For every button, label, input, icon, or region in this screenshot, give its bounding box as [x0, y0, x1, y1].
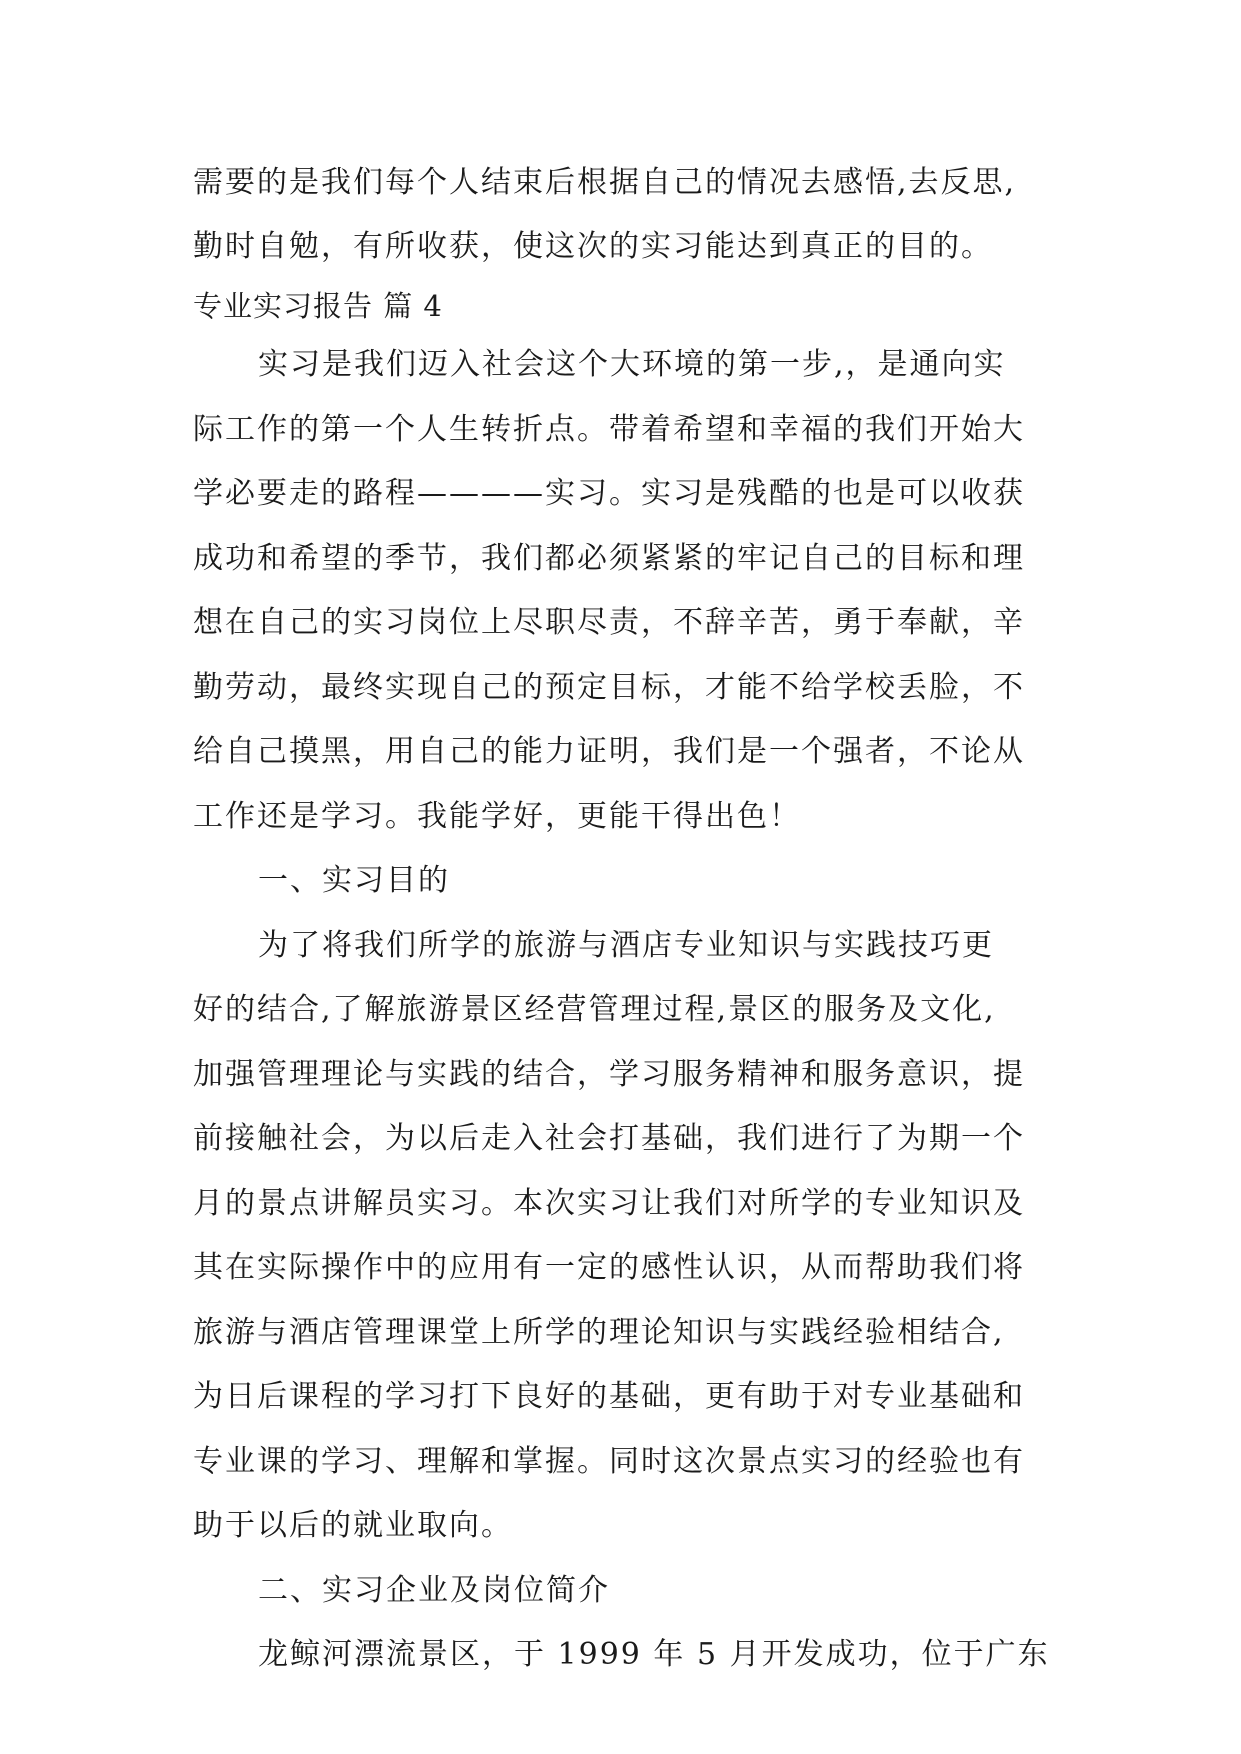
text-line: 工作还是学习。我能学好，更能干得出色！ [193, 799, 801, 834]
text-line: 专业课的学习、理解和掌握。同时这次景点实习的经验也有 [193, 1444, 1025, 1479]
paragraph-start: 为了将我们所学的旅游与酒店专业知识与实践技巧更 [258, 928, 994, 963]
text-line: 给自己摸黑，用自己的能力证明，我们是一个强者，不论从 [193, 734, 1025, 769]
text-line: 助于以后的就业取向。 [193, 1508, 513, 1543]
section-heading: 专业实习报告 篇 4 [193, 289, 443, 323]
text-line: 际工作的第一个人生转折点。带着希望和幸福的我们开始大 [193, 412, 1025, 447]
text-line: 其在实际操作中的应用有一定的感性认识，从而帮助我们将 [193, 1250, 1025, 1285]
paragraph-start: 龙鲸河漂流景区，于 1999 年 5 月开发成功，位于广东 [258, 1637, 1050, 1672]
text-line: 勤劳动，最终实现自己的预定目标，才能不给学校丢脸，不 [193, 670, 1025, 705]
text-line: 学必要走的路程————实习。实习是残酷的也是可以收获 [193, 476, 1025, 511]
text-line: 旅游与酒店管理课堂上所学的理论知识与实践经验相结合, [193, 1315, 1005, 1350]
subheading: 二、实习企业及岗位简介 [258, 1573, 610, 1608]
text-line: 需要的是我们每个人结束后根据自己的情况去感悟,去反思, [193, 165, 1017, 200]
text-line: 月的景点讲解员实习。本次实习让我们对所学的专业知识及 [193, 1186, 1025, 1221]
text-line: 想在自己的实习岗位上尽职尽责，不辞辛苦，勇于奉献，辛 [193, 605, 1025, 640]
text-line: 为日后课程的学习打下良好的基础，更有助于对专业基础和 [193, 1379, 1025, 1414]
text-line: 加强管理理论与实践的结合，学习服务精神和服务意识，提 [193, 1057, 1025, 1092]
text-line: 勤时自勉，有所收获，使这次的实习能达到真正的目的。 [193, 229, 993, 264]
text-line: 成功和希望的季节，我们都必须紧紧的牢记自己的目标和理 [193, 541, 1025, 576]
text-line: 前接触社会，为以后走入社会打基础，我们进行了为期一个 [193, 1121, 1025, 1156]
text-line: 好的结合,了解旅游景区经营管理过程,景区的服务及文化, [193, 992, 996, 1027]
paragraph-start: 实习是我们迈入社会这个大环境的第一步,，是通向实 [258, 347, 1006, 382]
subheading: 一、实习目的 [258, 863, 450, 898]
